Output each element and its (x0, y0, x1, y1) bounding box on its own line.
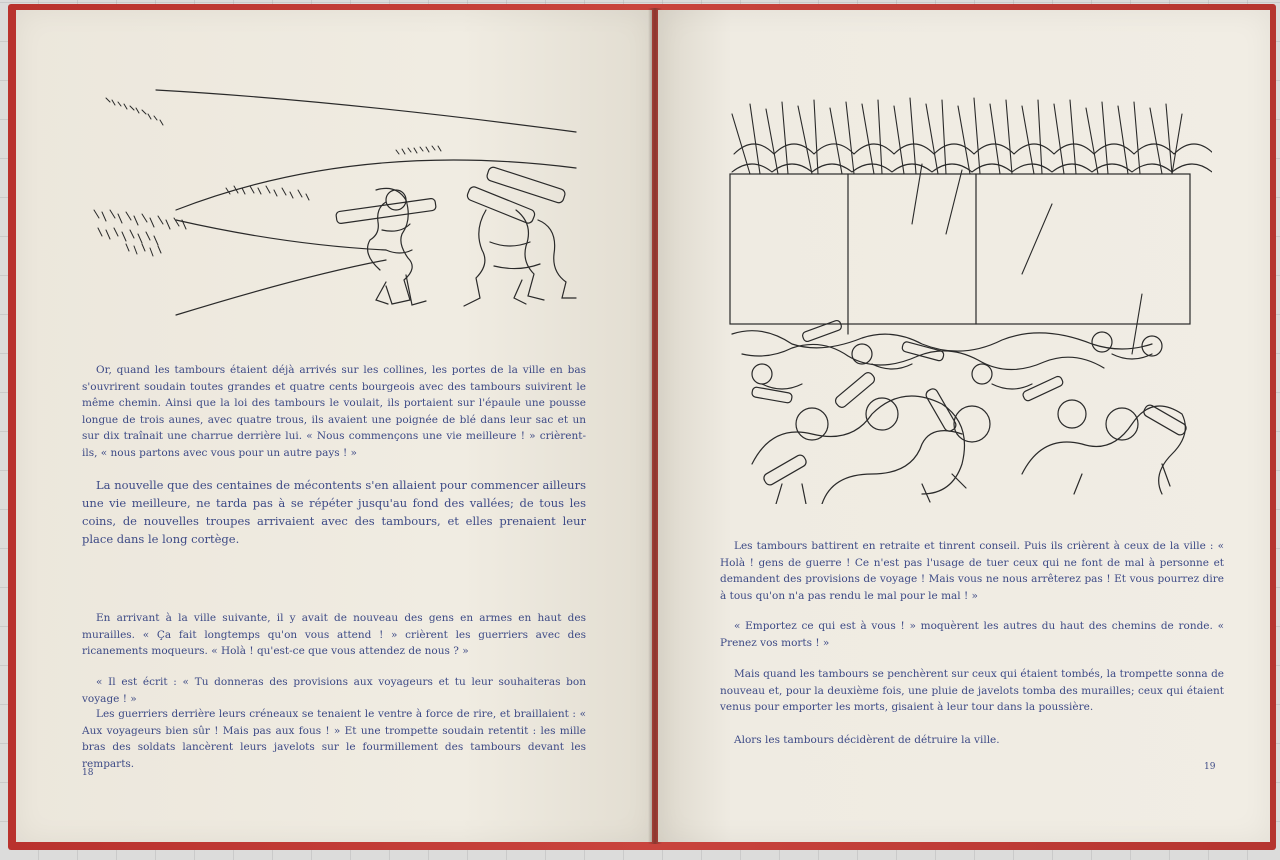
paragraph-4: « Il est écrit : « Tu donneras des provisions aux voyageurs et tu leur souhaiteras bon voyage ! » (82, 676, 586, 705)
left-page (16, 10, 652, 842)
paragraph-2: « Emportez ce qui est à vous ! » moquèrent les autres du haut des chemins de ronde. « Prenez vos morts ! » (720, 620, 1224, 649)
page-number-right: 19 (1204, 762, 1216, 772)
right-illustration (722, 84, 1212, 504)
right-page (658, 10, 1270, 842)
page-number-left: 18 (82, 768, 94, 778)
paragraph-2: La nouvelle que des centaines de mécontents s'en allaient pour commencer ailleurs une vie meilleure, ne tarda pas à se répéter jusqu'au fond des vallées; de tous les coins, de nouvelles troupes arrivaient avec des tambours, et elles prenaient leur place dans le long cortège. (82, 478, 586, 546)
left-illustration (86, 70, 606, 330)
paragraph-5: Les guerriers derrière leurs créneaux se tenaient le ventre à force de rire, et braillaient : « Aux voyageurs bien sûr ! Mais pas aux fous ! » Et une trompette soudain retentit : les mille bras des soldats lancèrent leurs javelots sur le fourmillement des tambours devant les remparts. (82, 708, 586, 770)
paragraph-1: Les tambours battirent en retraite et tinrent conseil. Puis ils crièrent à ceux de la ville : « Holà ! gens de guerre ! Ce n'est pas l'usage de tuer ceux qui ne font de mal à personne et demandent des provisions de voyage ! Mais vous ne nous arrêterez pas ! Et vous pourrez dire à tous qu'on n'a pas rendu le mal pour le mal ! » (720, 540, 1224, 602)
paragraph-3: Mais quand les tambours se penchèrent sur ceux qui étaient tombés, la trompette sonna de nouveau et, pour la deuxième fois, une pluie de javelots tomba des murailles; ceux qui étaient venus pour emporter les morts, gisaient à leur tour dans la poussière. (720, 668, 1224, 713)
paragraph-4: Alors les tambours décidèrent de détruire la ville. (734, 734, 1000, 746)
paragraph-1: Or, quand les tambours étaient déjà arrivés sur les collines, les portes de la ville en bas s'ouvrirent soudain toutes grandes et quatre cents bourgeois avec des tambours suivirent le même chemin. Ainsi que la loi des tambours le voulait, ils portaient sur l'épaule une pousse longue de trois aunes, avec quatre trous, ils avaient une poignée de blé dans leur sac et un sur dix traînait une charrue derrière lui. « Nous commençons une vie meilleure ! » crièrent-ils, « nous partons avec vous pour un autre pays ! » (82, 364, 586, 459)
paragraph-3: En arrivant à la ville suivante, il y avait de nouveau des gens en armes en haut des murailles. « Ça fait longtemps qu'on vous attend ! » crièrent les guerriers avec des ricanements moqueurs. « Holà ! qu'est-ce que vous attendez de nous ? » (82, 612, 586, 657)
